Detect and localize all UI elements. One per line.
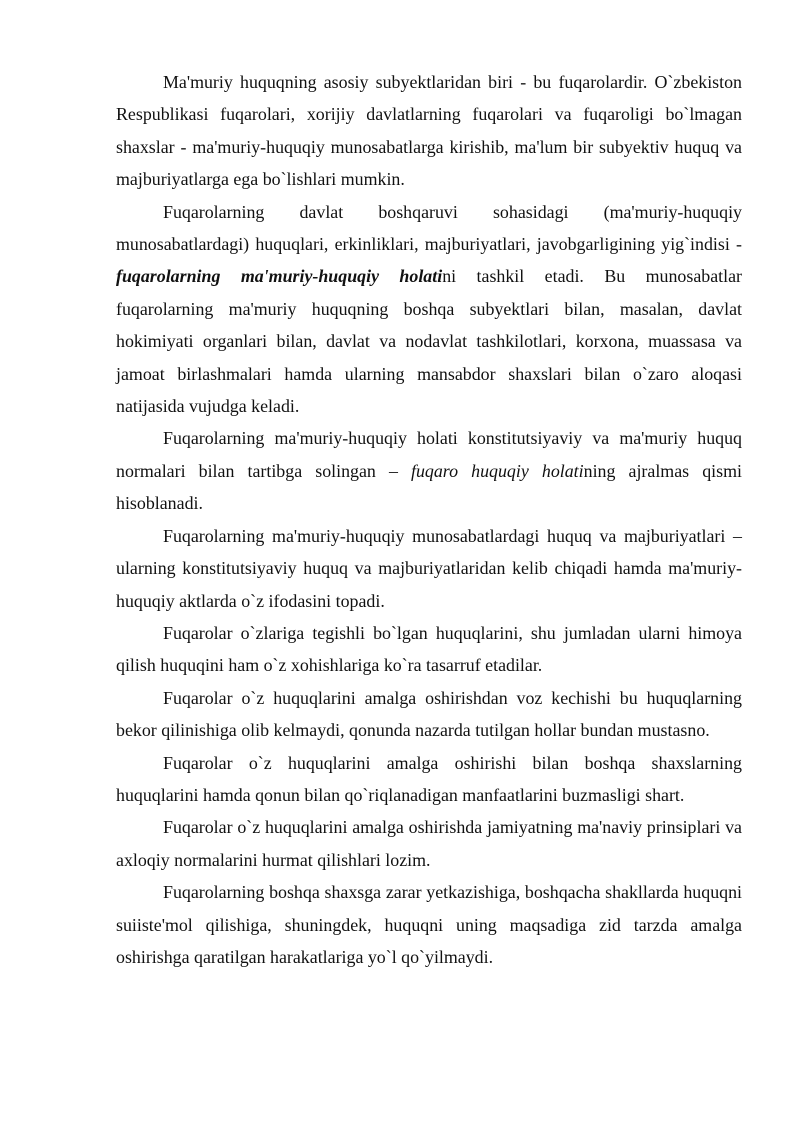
document-page bbox=[116, 66, 742, 973]
paragraph-2 bbox=[116, 196, 742, 423]
paragraph-3-term: fuqaro huquqiy holati bbox=[411, 460, 584, 481]
paragraph-7: Fuqarolar o`z huquqlarini amalga oshirishi bilan boshqa shaxslarning huquqlarini hamda qonun bilan qo`riqlanadigan manfaatlarini buzmasligi shart. bbox=[116, 752, 742, 805]
paragraph-2-term: fuqarolarning ma'muriy-huquqiy holati bbox=[116, 266, 443, 287]
paragraph-2-lead: Fuqarolarning davlat boshqaruvi sohasidagi (ma'muriy-huquqiy munosabatlardagi) huquqlari, erkinliklari, majburiyatlari, javobgarligining yig`indisi - bbox=[116, 201, 742, 255]
paragraph-9: Fuqarolarning boshqa shaxsga zarar yetkazishiga, boshqacha shakllarda huquqni suiiste'mol qilishiga, shuningdek, huquqni uning maqsadiga zid tarzda amalga oshirishga qaratilgan harakatlariga yo`l qo`yilmaydi. bbox=[116, 882, 742, 967]
paragraph-4: Fuqarolarning ma'muriy-huquqiy munosabatlardagi huquq va majburiyatlari – ularning konstitutsiyaviy huquq va majburiyatlaridan kelib chiqadi hamda ma'muriy-huquqiy aktlarda o`z ifodasini topadi. bbox=[116, 525, 742, 611]
paragraph-5: Fuqarolar o`zlariga tegishli bo`lgan huquqlarini, shu jumladan ularni himoya qilish huquqini ham o`z xohishlariga ko`ra tasarruf etadilar. bbox=[116, 622, 742, 676]
paragraph-3 bbox=[116, 422, 742, 519]
paragraph-8: Fuqarolar o`z huquqlarini amalga oshirishda jamiyatning ma'naviy prinsiplari va axloqiy normalarini hurmat qilishlari lozim. bbox=[116, 817, 742, 870]
paragraph-6: Fuqarolar o`z huquqlarini amalga oshirishdan voz kechishi bu huquqlarning bekor qilinishiga olib kelmaydi, qonunda nazarda tutilgan hollar bundan mustasno. bbox=[116, 687, 742, 741]
paragraph-3-lead: Fuqarolarning ma'muriy-huquqiy holati konstitutsiyaviy va ma'muriy huquq normalari bilan tartibga solingan – bbox=[116, 428, 742, 481]
paragraph-3-rest: ning ajralmas qismi hisoblanadi. bbox=[116, 460, 742, 514]
paragraph-1: Ma'muriy huquqning asosiy subyektlaridan biri - bu fuqarolardir. O`zbekiston Respublikasi fuqarolari, xorijiy davlatlarning fuqarolari va fuqaroligi bo`lmagan shaxslar - ma'muriy-huquqiy munosabatlarga kirishib, ma'lum bir subyektiv huquq va majburiyatlarga ega bo`lishlari mumkin. bbox=[116, 72, 742, 190]
paragraph-2-rest: ni tashkil etadi. Bu munosabatlar fuqarolarning ma'muriy huquqning boshqa subyektlari bilan, masalan, davlat hokimiyati organlari bilan, davlat va nodavlat tashkilotlari, korxona, muassasa va jamoat birlashmalari hamda ularning mansabdor shaxslari bilan o`zaro aloqasi natijasida vujudga keladi. bbox=[116, 266, 743, 417]
